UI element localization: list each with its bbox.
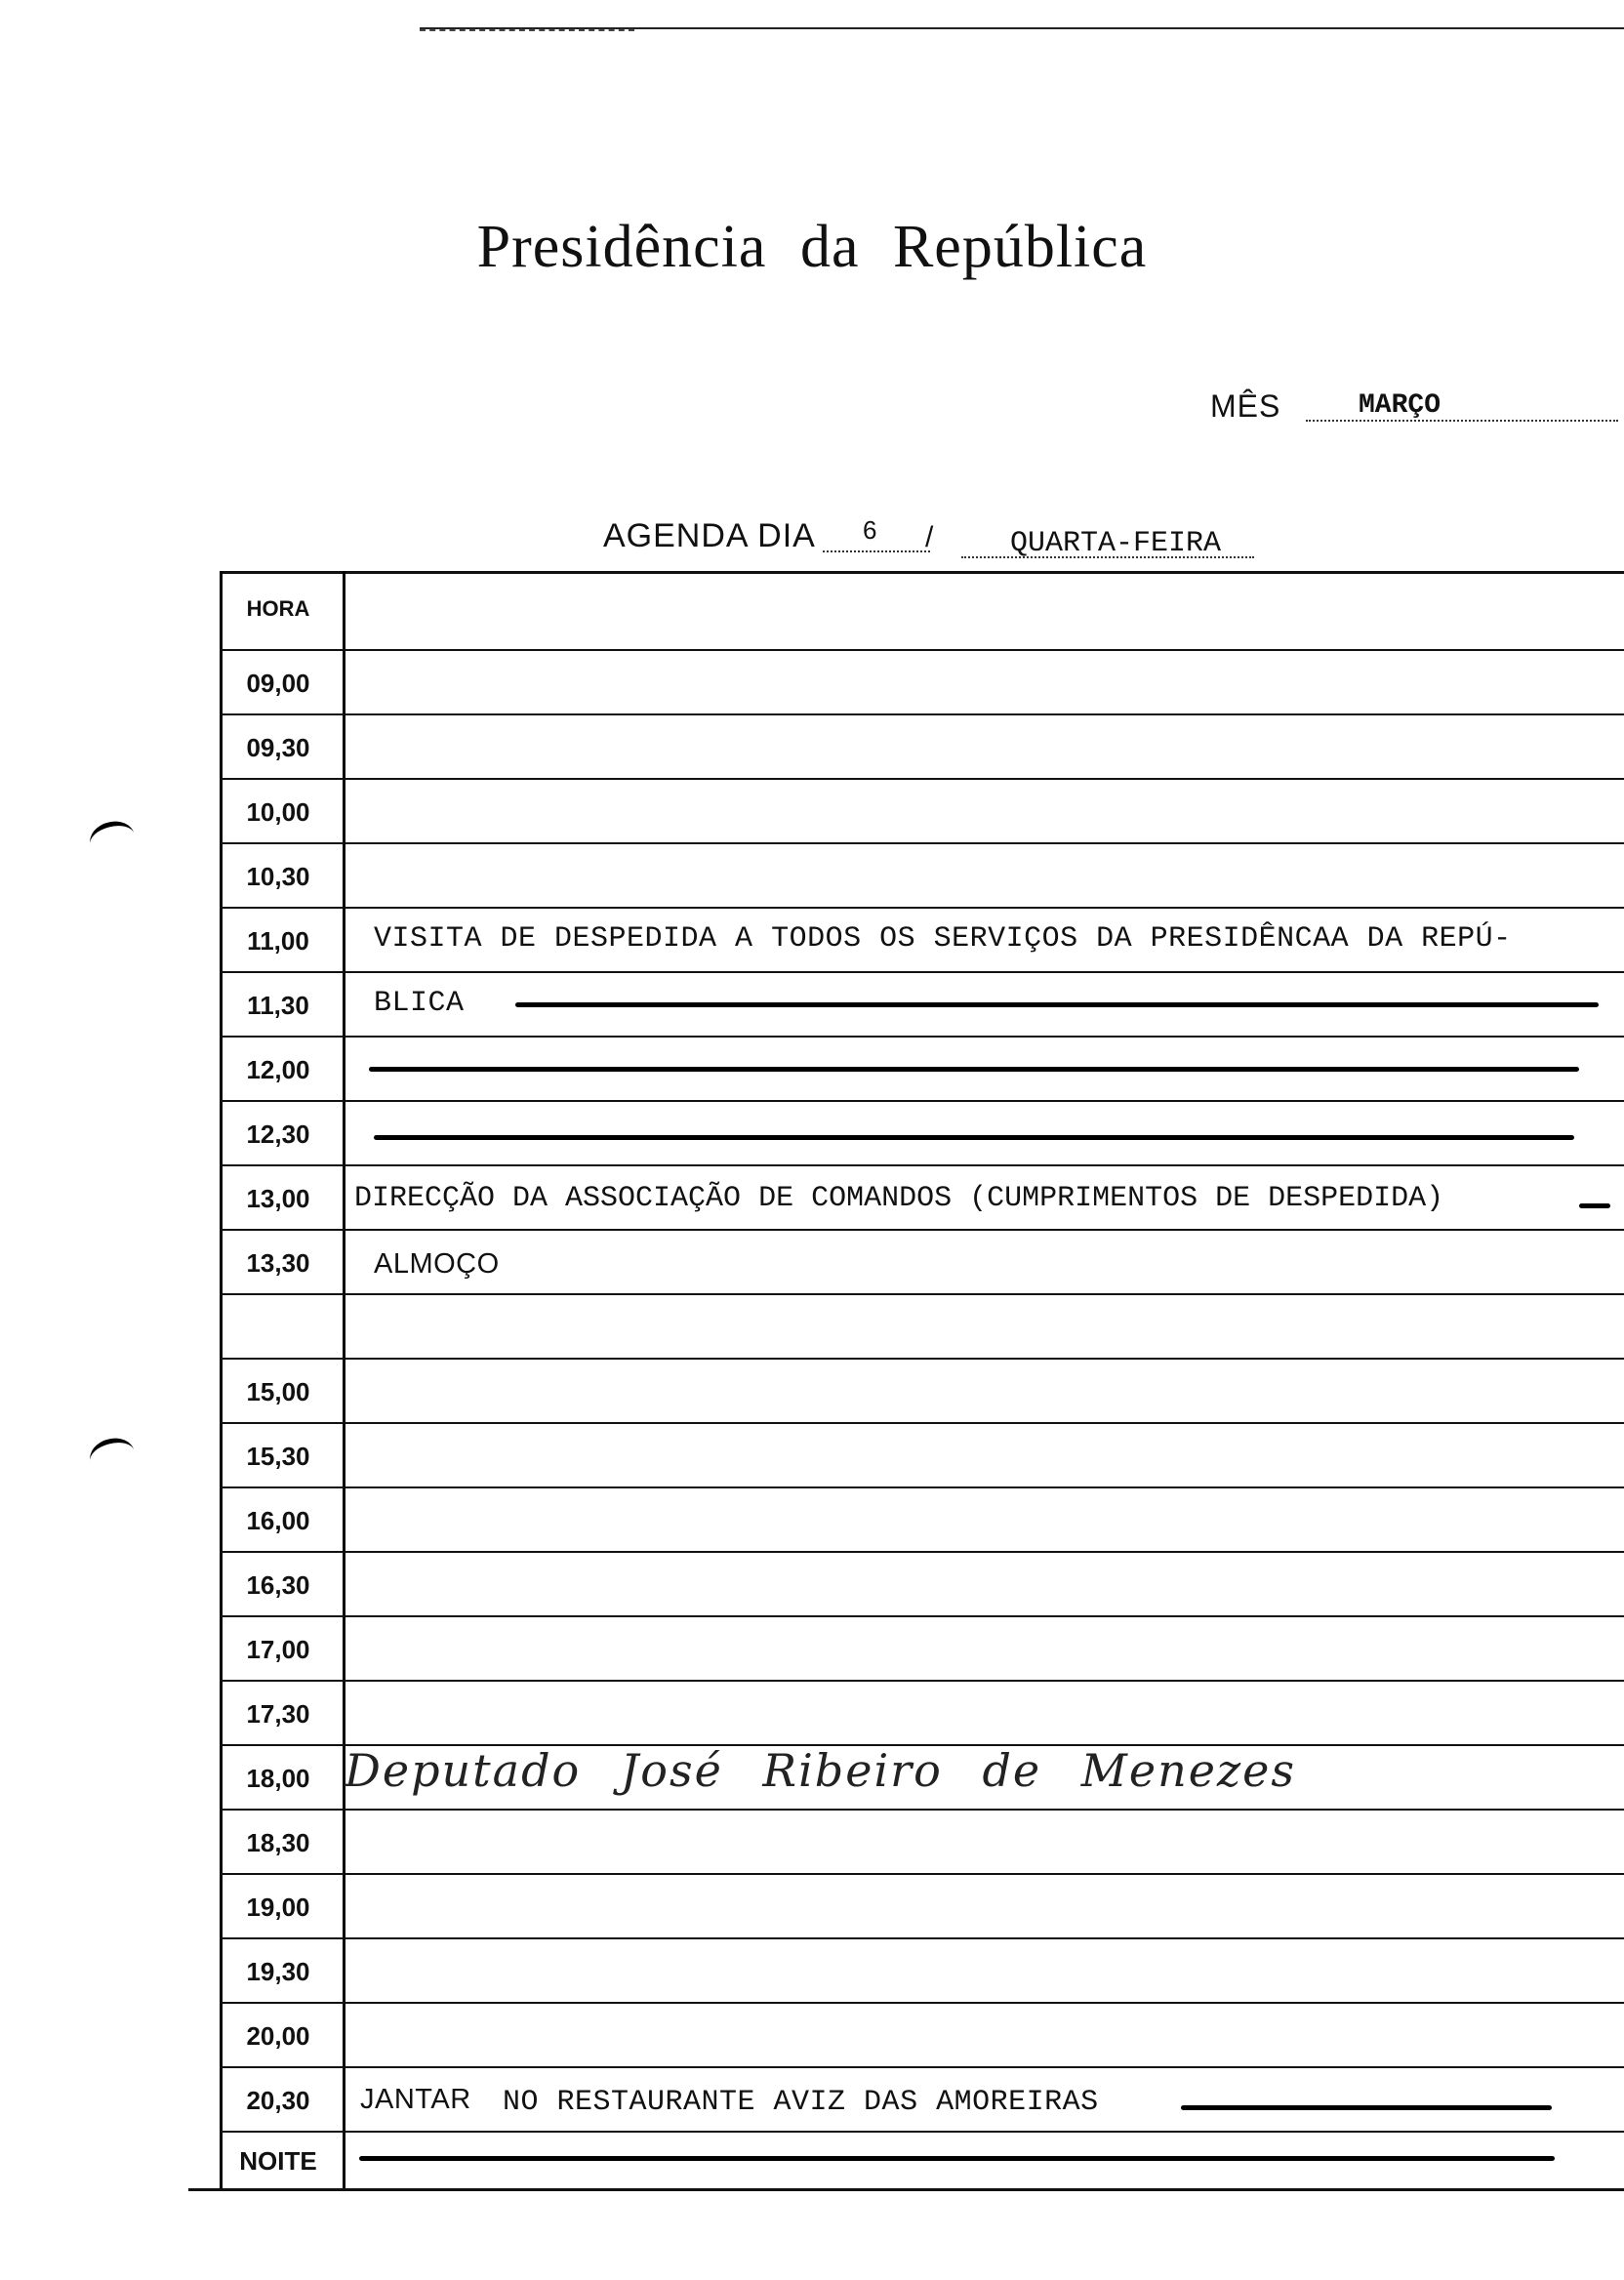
table-row	[188, 715, 1624, 778]
table-row	[188, 1102, 1624, 1164]
table-row	[188, 2004, 1624, 2066]
mes-label: MÊS	[1210, 388, 1281, 424]
binder-hole-mark	[86, 817, 138, 861]
table-row	[188, 1038, 1624, 1100]
table-row	[188, 2068, 1624, 2131]
hour-label: 09,00	[246, 669, 310, 698]
dia-value: 6	[863, 515, 877, 545]
hour-label: 15,00	[246, 1377, 310, 1406]
fill-dash-line	[1579, 1203, 1610, 1208]
hour-label: 20,30	[246, 2086, 310, 2115]
hour-label: 13,00	[246, 1184, 310, 1213]
hour-label: 11,30	[247, 991, 309, 1020]
mes-value: MARÇO	[1359, 390, 1441, 421]
mes-dotted-line	[1306, 420, 1618, 422]
date-separator: /	[925, 521, 934, 553]
hour-label: 17,00	[246, 1635, 310, 1664]
hour-label: 18,30	[246, 1828, 310, 1857]
table-row	[188, 909, 1624, 971]
table-row	[188, 651, 1624, 713]
table-row	[188, 1424, 1624, 1486]
handwritten-entry: Deputado José Ribeiro de Menezes	[345, 1744, 1296, 1797]
hour-label: 18,00	[246, 1764, 310, 1793]
hour-label: 17,30	[246, 1699, 310, 1729]
table-bottom-border	[188, 2188, 1624, 2191]
hour-label: 10,00	[246, 797, 310, 827]
table-row	[188, 1617, 1624, 1680]
hour-label: 12,30	[246, 1120, 310, 1149]
hour-label: 20,00	[246, 2021, 310, 2051]
fill-dash-line	[369, 1067, 1579, 1072]
agenda-label: AGENDA DIA	[603, 517, 816, 554]
dia-dotted-line	[823, 550, 930, 552]
entry-text: BLICA	[374, 987, 465, 1020]
agenda-table	[188, 571, 1624, 2191]
weekday-value: QUARTA-FEIRA	[1010, 527, 1222, 560]
hour-label: 19,00	[246, 1893, 310, 1922]
hour-label: 13,30	[246, 1248, 310, 1278]
binder-hole-mark	[86, 1434, 138, 1478]
table-row	[188, 1166, 1624, 1229]
top-edge-dash	[420, 29, 634, 31]
hour-label: 09,30	[246, 733, 310, 762]
fill-dash-line	[515, 1002, 1599, 1007]
table-row	[188, 1682, 1624, 1744]
fill-dash-line	[374, 1135, 1574, 1140]
entry-text: NO RESTAURANTE AVIZ DAS AMOREIRAS	[503, 2086, 1099, 2119]
hour-label: 16,00	[246, 1506, 310, 1535]
fill-dash-line	[1181, 2105, 1552, 2110]
hour-label: 11,00	[247, 926, 309, 956]
table-row	[188, 1811, 1624, 1873]
table-row	[188, 780, 1624, 842]
table-row	[188, 1746, 1624, 1809]
entry-text: ALMOÇO	[374, 1248, 500, 1280]
table-row	[188, 1360, 1624, 1422]
fill-dash-line	[359, 2156, 1555, 2161]
table-row	[188, 1231, 1624, 1293]
hour-label: 10,30	[246, 862, 310, 891]
page-title: Presidência da República	[476, 214, 1148, 280]
entry-prefix: JANTAR	[360, 2084, 471, 2115]
table-header-row	[188, 571, 1624, 649]
table-row	[188, 1488, 1624, 1551]
table-row	[188, 973, 1624, 1036]
table-row	[188, 1939, 1624, 2002]
hour-label: 12,00	[246, 1055, 310, 1084]
hora-header: HORA	[246, 596, 310, 621]
table-row	[188, 1553, 1624, 1615]
table-row	[188, 844, 1624, 907]
entry-text: DIRECÇÃO DA ASSOCIAÇÃO DE COMANDOS (CUMPRIMENTOS DE DESPEDIDA)	[354, 1182, 1444, 1215]
entry-text: VISITA DE DESPEDIDA A TODOS OS SERVIÇOS DA PRESIDÊNCAA DA REPÚ-	[374, 922, 1512, 956]
hour-label: 15,30	[246, 1442, 310, 1471]
hour-label: 16,30	[246, 1570, 310, 1600]
table-row	[188, 1875, 1624, 1937]
hour-label: NOITE	[239, 2146, 317, 2176]
table-row	[188, 1295, 1624, 1358]
table-row	[188, 2133, 1624, 2188]
hour-label: 19,30	[246, 1957, 310, 1986]
